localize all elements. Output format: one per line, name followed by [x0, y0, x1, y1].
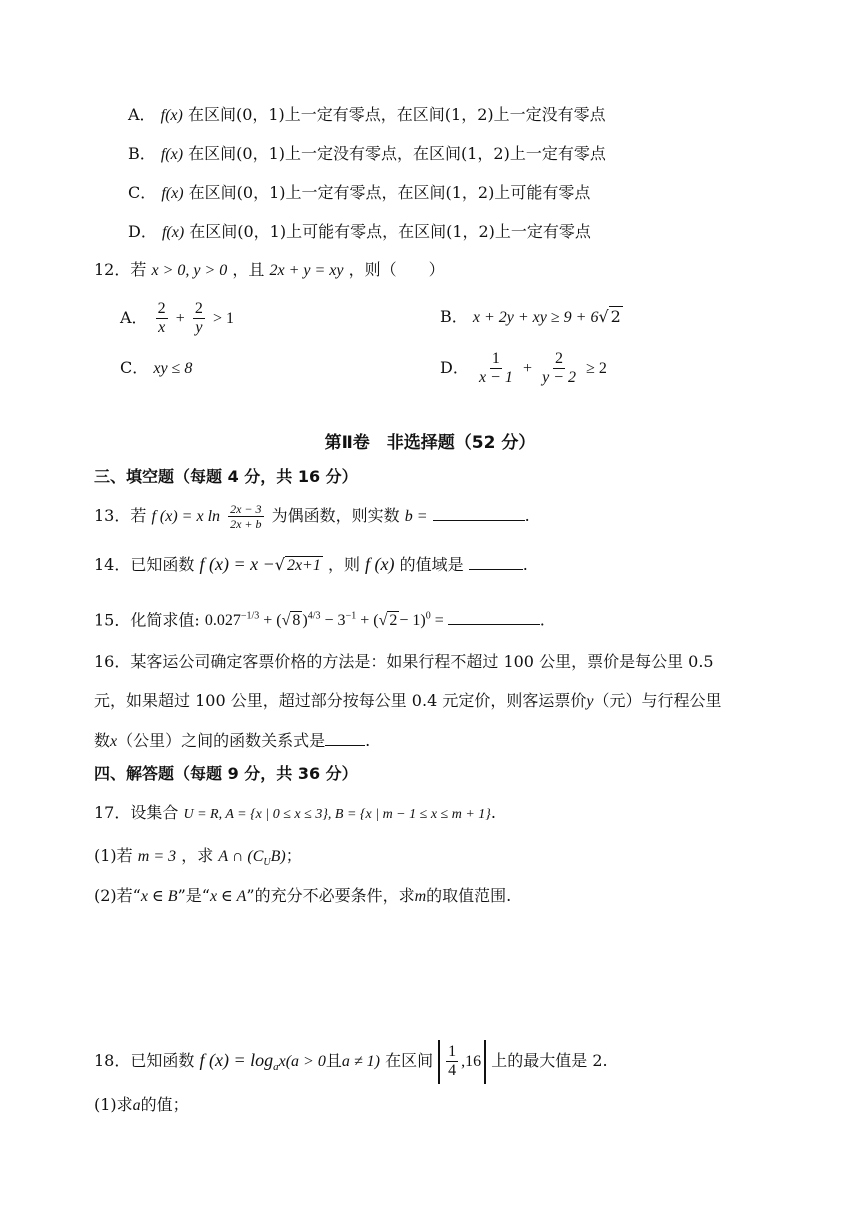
option-label: C． [128, 183, 157, 202]
condition: x > 0, y > 0 [151, 262, 228, 279]
question-number: 18．已知函数 [94, 1051, 195, 1070]
equals: = [434, 612, 444, 630]
numerator: 2 [555, 350, 564, 367]
question-number: 12．若 [94, 260, 147, 279]
operator: + [175, 310, 185, 327]
q12-stem [94, 259, 445, 282]
condition: x ∈ B [140, 888, 178, 905]
question-text: 为偶函数，则实数 [271, 506, 400, 525]
function-symbol: f(x) [160, 107, 183, 124]
inequality: ≥ 2 [586, 360, 607, 377]
q12-option-a [120, 298, 234, 339]
question-text: （元）与行程公里 [593, 691, 722, 710]
equation: 2x + y = xy [269, 262, 344, 279]
term: − 1) [399, 612, 426, 630]
option-label: C． [120, 358, 149, 377]
question-number: 15．化简求值: [94, 610, 200, 630]
variable: a [132, 1097, 141, 1114]
question-text: 元，如果超过 100 公里，超过部分按每公里 0.4 元定价，则客运票价 [94, 691, 587, 710]
q17-part1 [94, 845, 302, 874]
option-text: 在区间(0，1)上一定没有零点，在区间(1，2)上一定有零点 [188, 144, 606, 163]
denominator: y [195, 319, 203, 336]
answer-blank[interactable] [469, 553, 523, 570]
connector: 且 [325, 1051, 342, 1070]
question-text: 的值域是 [399, 555, 464, 574]
denominator: 2x + b [230, 517, 262, 531]
question-text: 在区间 [385, 1051, 434, 1070]
variable: y [586, 693, 594, 710]
part-heading: 三、填空题（每题 4 分，共 16 分） [94, 467, 358, 486]
q16-line3 [94, 729, 370, 753]
function-symbol: f (x) [365, 554, 395, 574]
denominator: y − 2 [542, 369, 576, 386]
term: ) [302, 612, 308, 630]
radicand: 2 [389, 612, 398, 630]
function-symbol: f(x) [161, 185, 184, 202]
option-label: D． [128, 222, 157, 241]
radicand: 2 [610, 307, 621, 326]
question-number: 17．设集合 [94, 803, 179, 822]
q13 [94, 496, 530, 537]
function-expression: f (x) = log [199, 1050, 274, 1070]
numerator: 1 [448, 1043, 457, 1061]
radicand: 8 [292, 612, 301, 630]
option-text: 在区间(0，1)上可能有零点，在区间(1，2)上一定有零点 [189, 222, 591, 241]
subquestion-label: (1)求 [94, 1095, 133, 1114]
period: . [522, 555, 528, 574]
q11-option-d [128, 221, 591, 244]
numerator: 1 [491, 350, 500, 367]
question-text: ”是“ [177, 886, 210, 905]
denominator: x − 1 [478, 369, 513, 386]
fraction [193, 300, 205, 337]
answer-blank[interactable] [325, 729, 365, 746]
denominator: 4 [448, 1062, 457, 1080]
period: . [524, 506, 530, 525]
subquestion-label: (1)若 [94, 846, 133, 865]
subscript: a [273, 1061, 279, 1074]
option-text: 在区间(0，1)上一定有零点，在区间(1，2)上一定没有零点 [187, 105, 606, 124]
answer-blank[interactable] [433, 504, 525, 521]
numerator: 2 [194, 300, 203, 317]
radicand: 2x+1 [286, 557, 321, 574]
connector: ，则 [327, 555, 360, 574]
exponent: 0 [425, 611, 431, 622]
question-text: 的取值范围. [426, 886, 512, 905]
period: . [490, 803, 496, 822]
q17 [94, 802, 496, 826]
q12-option-c [120, 357, 192, 380]
numerator: 2x − 3 [230, 502, 262, 516]
term: 0.027 [204, 612, 241, 630]
q18-part1 [94, 1094, 189, 1117]
inequality: > 1 [212, 310, 234, 327]
inequality: xy ≤ 8 [153, 360, 193, 377]
option-text: 在区间(0，1)上一定有零点，在区间(1，2)上可能有零点 [188, 183, 591, 202]
question-text: ，求 [181, 846, 214, 865]
function-expression: f (x) = x − [199, 554, 275, 574]
question-text: 上的最大值是 2. [491, 1051, 608, 1070]
set-expression: B) [270, 848, 286, 865]
exponent: −1/3 [240, 611, 260, 622]
question-text: 数 [94, 731, 111, 750]
option-label: D． [440, 358, 469, 377]
operator: + [522, 360, 532, 377]
q12-option-b: B． x + 2y + xy ≥ 9 + 6√ 2 [440, 307, 621, 326]
numerator: 2 [157, 300, 166, 317]
variable: m [414, 888, 427, 905]
answer-bracket: ，则（ ） [348, 260, 445, 279]
term: − 3 [324, 612, 346, 630]
inequality: x + 2y + xy ≥ 9 + 6 [472, 309, 599, 326]
q18 [94, 1038, 608, 1089]
punctuation: ； [285, 846, 302, 865]
period: . [365, 731, 371, 750]
question-text: ”的充分不必要条件，求 [246, 886, 415, 905]
interval [438, 1040, 486, 1084]
option-label: A． [128, 105, 156, 124]
question-text: 的值； [140, 1095, 189, 1114]
subquestion-label: (2)若“ [94, 886, 141, 905]
expression: $0.027^{-1/3}$ + (√ 8 )$^{4/3} - 3^{-1}$ + (√ 2 − 1)$^0$ = [204, 611, 444, 630]
subscript: U [263, 857, 271, 869]
part-heading: 四、解答题（每题 9 分，共 36 分） [94, 764, 358, 783]
fraction [228, 502, 263, 531]
interval-end: ,16 [461, 1052, 482, 1070]
set-expression: A ∩ (C [218, 848, 264, 865]
condition: a ≠ 1) [341, 1053, 380, 1070]
q17-part2 [94, 885, 511, 908]
q16-line2 [94, 690, 721, 713]
exponent: −1 [345, 611, 357, 622]
condition: m = 3 [137, 848, 177, 865]
q15 [94, 606, 545, 632]
q11-option-c [128, 182, 590, 205]
term: + ( [263, 612, 282, 630]
q11-option-a [128, 104, 606, 127]
question-number: 14．已知函数 [94, 555, 195, 574]
option-label: B． [440, 307, 468, 326]
variable: x [110, 733, 118, 750]
q12-option-d [440, 348, 607, 389]
condition: x(a > 0 [278, 1053, 326, 1070]
exponent: 4/3 [307, 611, 321, 622]
function-symbol: f(x) [161, 224, 185, 241]
section-title: 第Ⅱ卷 非选择题（52 分） [324, 433, 536, 453]
fraction [156, 300, 168, 337]
q16-line1: 16．某客运公司确定客票价格的方法是：如果行程不超过 100 公里，票价是每公里 0.5 [94, 652, 714, 671]
fraction [446, 1043, 458, 1080]
question-text: （公里）之间的函数关系式是 [117, 731, 326, 750]
period: . [539, 610, 545, 630]
variable: b = [404, 508, 428, 525]
question-number: 13．若 [94, 506, 147, 525]
connector: ，且 [232, 260, 265, 279]
option-label: A． [120, 308, 148, 327]
fraction [477, 350, 515, 387]
answer-blank[interactable] [448, 608, 540, 625]
set-definitions: U = R, A = {x | 0 ≤ x ≤ 3}, B = {x | m − 1 ≤ x ≤ m + 1} [183, 807, 491, 822]
condition: x ∈ A [209, 888, 247, 905]
term: + ( [360, 612, 379, 630]
fraction [540, 350, 578, 387]
option-label: B． [128, 144, 156, 163]
function-expression: f (x) = x ln [151, 508, 221, 525]
function-symbol: f(x) [160, 146, 184, 163]
q14: 14．已知函数 f (x) = x −√ 2x+1 ，则 f (x) 的值域是 . [94, 554, 528, 574]
q11-option-b [128, 143, 606, 166]
denominator: x [158, 319, 166, 336]
